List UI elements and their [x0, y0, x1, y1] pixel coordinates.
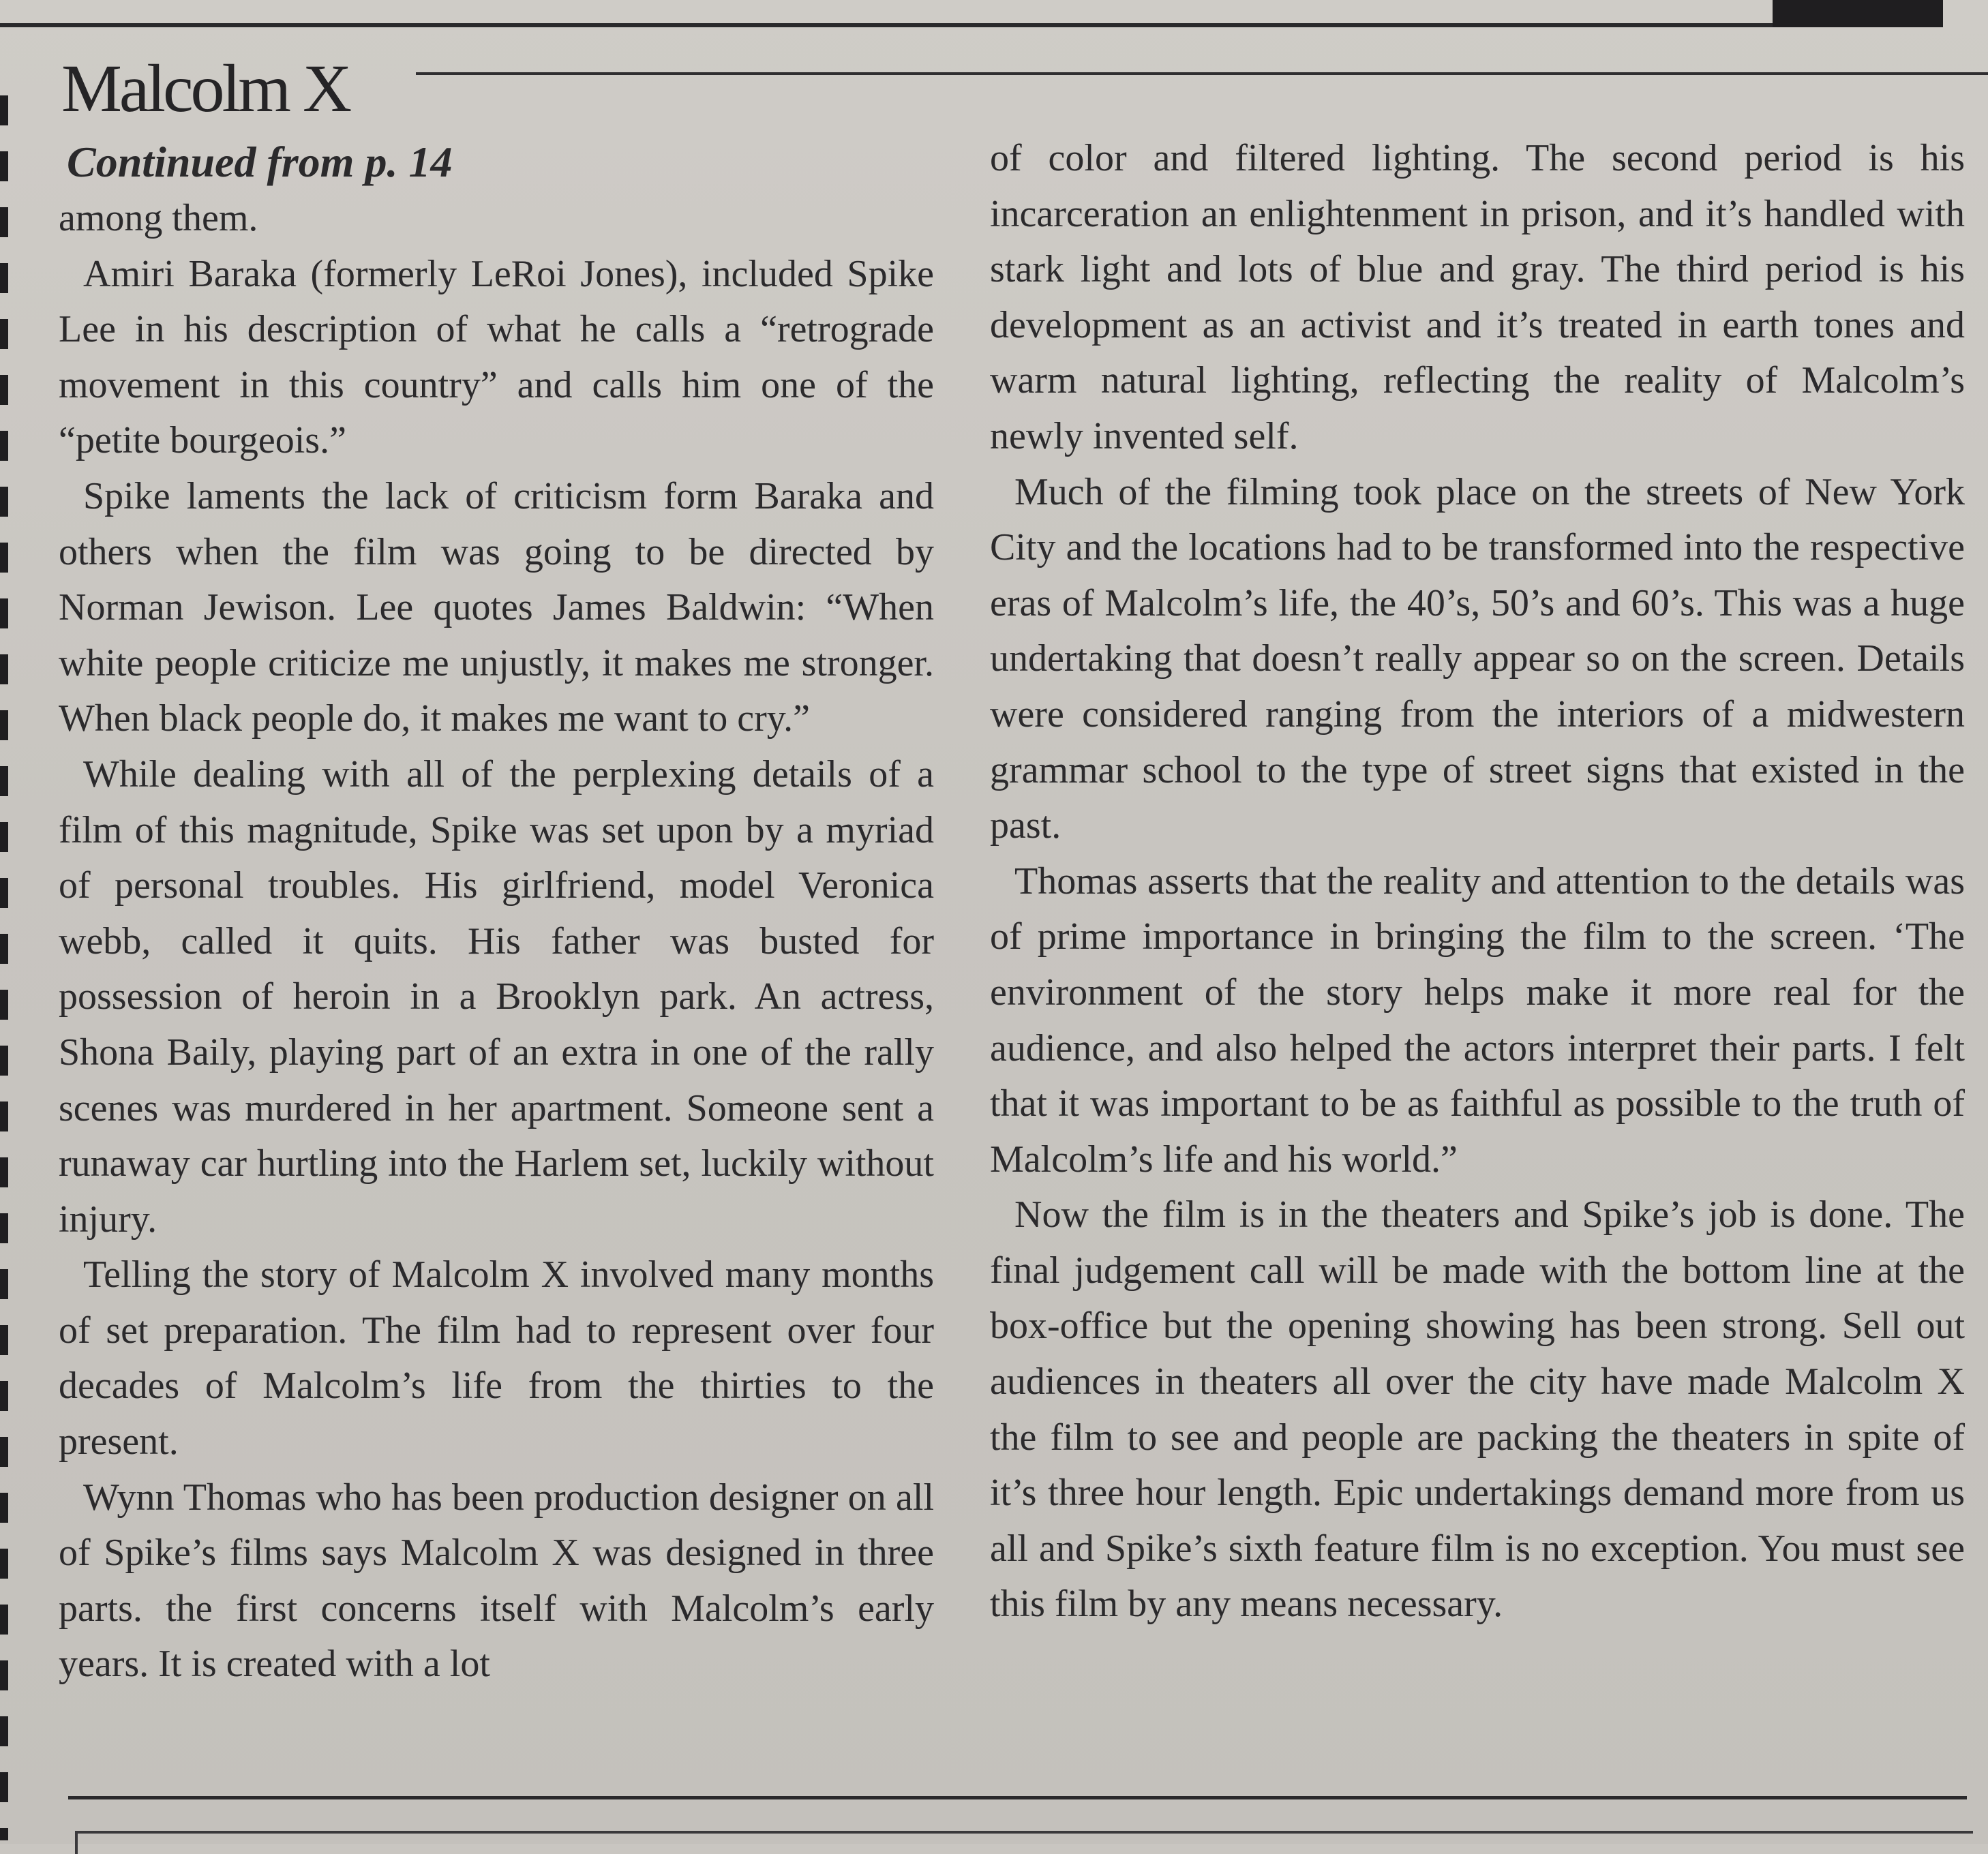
corner-graphic	[1773, 0, 1943, 27]
next-article-frame	[75, 1831, 1973, 1854]
headline-row	[61, 48, 1950, 130]
paragraph: Wynn Thomas who has been production designer on all of Spike’s films says Malcolm X was designed in three parts. the first concerns itself with Malcolm’s early years. It is created with a lot	[59, 1476, 934, 1686]
paragraph: Amiri Baraka (formerly LeRoi Jones), included Spike Lee in his description of what he calls a “retrograde movement in this country” and calls him one of the “petite bourgeois.”	[59, 252, 934, 462]
binding-edge	[0, 95, 8, 1840]
right-column	[990, 131, 1965, 1632]
paragraph: Spike laments the lack of criticism form Baraka and others when the film was going to be directed by Norman Jewison. Lee quotes James Baldwin: “When white people criticize me unjustly, it makes me stronger. When black people do, it makes me want to cry.”	[59, 474, 934, 740]
paragraph: Telling the story of Malcolm X involved many months of set preparation. The film had to represent over four decades of Malcolm’s life from the thirties to the present.	[59, 1253, 934, 1463]
paragraph: Much of the filming took place on the streets of New York City and the locations had to be transformed into the respective eras of Malcolm’s life, the 40’s, 50’s and 60’s. This was a huge undertaking that doesn’t really appear so on the screen. Details were considered ranging from the interiors of a midwestern grammar school to the type of street signs that existed in the past.	[990, 470, 1965, 847]
article-title: Malcolm X	[61, 50, 350, 126]
paragraph: Thomas asserts that the reality and attention to the details was of prime importance in bringing the film to the screen. ‘The environment of the story helps make it more real for the audience, and also helped the actors interpret their parts. I felt that it was important to be as faithful as possible to the truth of Malcolm’s life and his world.”	[990, 860, 1965, 1181]
continued-from-label: Continued from p. 14	[67, 138, 453, 186]
left-column	[59, 134, 934, 1692]
top-rule	[0, 0, 1943, 27]
paragraph: among them.	[59, 197, 258, 239]
paragraph: of color and filtered lighting. The second period is his incarceration an enlightenment in prison, and it’s handled with stark light and lots of blue and gray. The third period is his development as an activist and it’s treated in earth tones and warm natural lighting, reflecting the reality of Malcolm’s newly invented self.	[990, 137, 1965, 457]
paragraph: While dealing with all of the perplexing details of a film of this magnitude, Spike was set upon by a myriad of personal troubles. His girlfriend, model Veronica webb, called it quits. His father was busted for possession of heroin in a Brooklyn park. An actress, Shona Baily, playing part of an extra in one of the rally scenes was murdered in her apartment. Someone sent a runaway car hurtling into the Harlem set, luckily without injury.	[59, 753, 934, 1241]
paragraph: Now the film is in the theaters and Spike’s job is done. The final judgement call will be made with the bottom line at the box-office but the opening showing has been strong. Sell out audiences in theaters all over the city have made Malcolm X the film to see and people are packing the theaters in spite of it’s three hour length. Epic undertakings demand more from us all and Spike’s sixth feature film is no exception. You must see this film by any means necessary.	[990, 1194, 1965, 1626]
bottom-rule	[68, 1796, 1967, 1799]
headline-rule	[416, 72, 1988, 75]
